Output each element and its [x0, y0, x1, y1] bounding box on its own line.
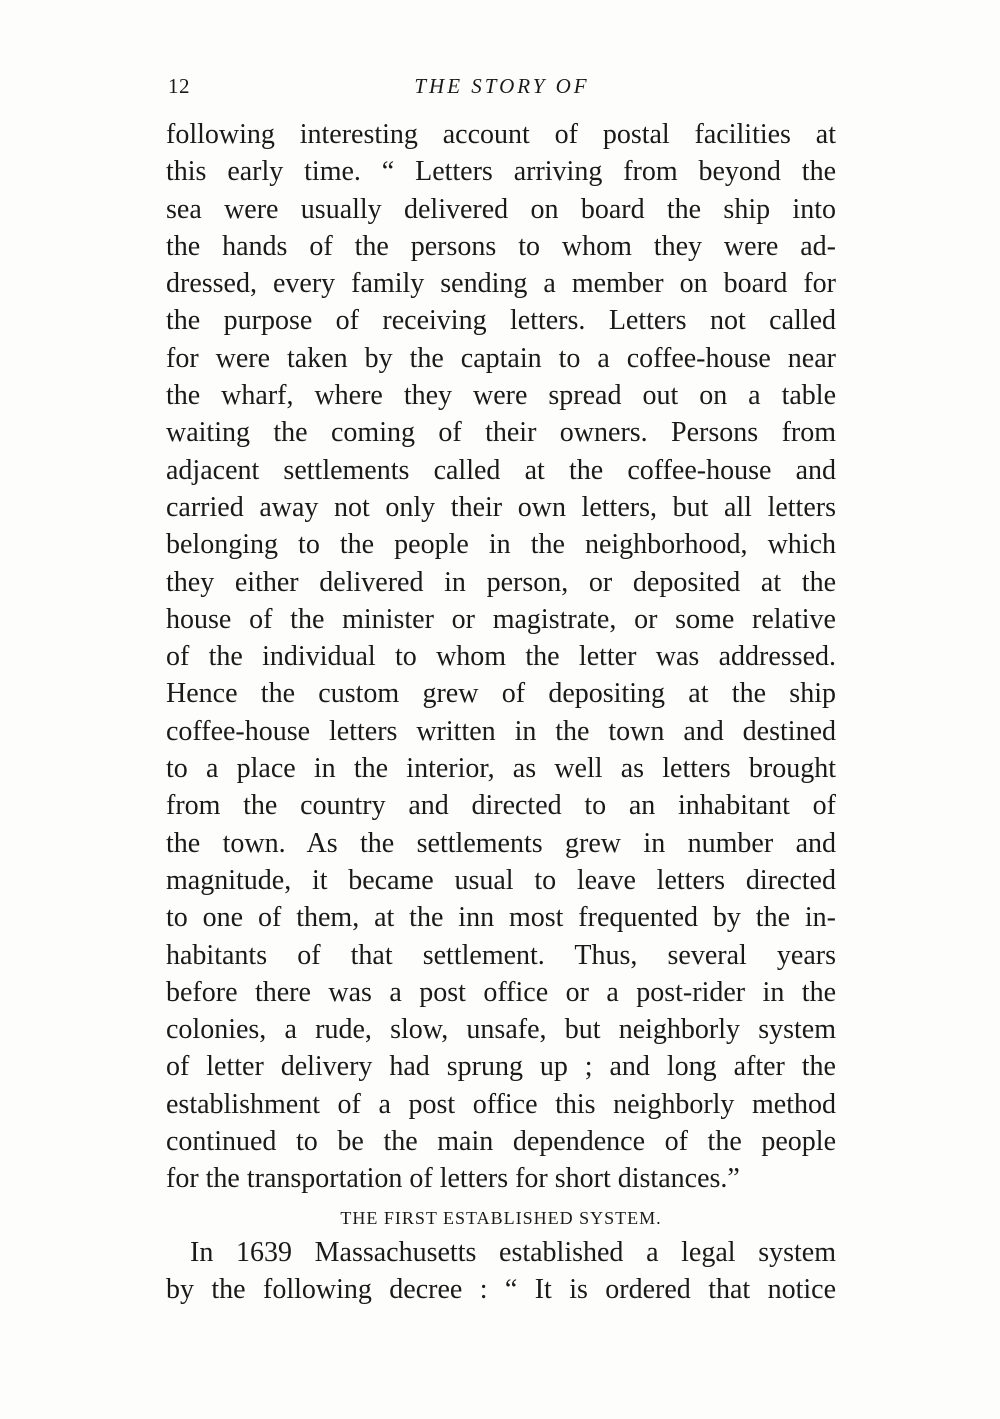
text-line: carried away not only their own letters, but all letters	[166, 491, 836, 523]
text-line: by the following decree : “ It is ordered that notice	[166, 1273, 836, 1305]
text-line: In 1639 Massachusetts established a legal system	[190, 1236, 836, 1268]
text-line: for were taken by the captain to a coffee-house near	[166, 342, 836, 374]
text-line: the purpose of receiving letters. Letters not called	[166, 305, 836, 337]
text-line: belonging to the people in the neighborhood, which	[166, 529, 836, 561]
text-line: of the individual to whom the letter was addressed.	[166, 641, 836, 673]
text-line: to one of them, at the inn most frequented by the in-	[166, 902, 836, 934]
text-line: continued to be the main dependence of the people	[166, 1126, 836, 1158]
body-text	[166, 116, 836, 1308]
text-line: the wharf, where they were spread out on a table	[166, 380, 836, 412]
text-line: coffee-house letters written in the town and destined	[166, 715, 836, 747]
text-line: the town. As the settlements grew in number and	[166, 827, 836, 859]
text-line: from the country and directed to an inhabitant of	[166, 790, 836, 822]
running-head: THE STORY OF	[414, 74, 590, 98]
page-number: 12	[168, 74, 190, 98]
text-line: habitants of that settlement. Thus, several years	[166, 939, 836, 971]
text-line: for the transportation of letters for short distances.”	[166, 1163, 740, 1195]
text-line: adjacent settlements called at the coffee-house and	[166, 454, 836, 486]
text-line: sea were usually delivered on board the ship into	[166, 193, 836, 225]
text-line: house of the minister or magistrate, or some relative	[166, 603, 836, 635]
text-line: this early time. “ Letters arriving from beyond the	[166, 156, 836, 188]
text-line: establishment of a post office this neighborly method	[166, 1088, 836, 1120]
text-line: dressed, every family sending a member on board for	[166, 268, 836, 300]
text-line: magnitude, it became usual to leave letters directed	[166, 864, 836, 896]
text-line: before there was a post office or a post-rider in the	[166, 976, 836, 1008]
text-line: they either delivered in person, or deposited at the	[166, 566, 836, 598]
text-line: Hence the custom grew of depositing at the ship	[166, 678, 836, 710]
text-line: the hands of the persons to whom they were ad-	[166, 230, 836, 262]
text-line: colonies, a rude, slow, unsafe, but neighborly system	[166, 1014, 836, 1046]
text-line: of letter delivery had sprung up ; and long after the	[166, 1051, 836, 1083]
text-line: waiting the coming of their owners. Persons from	[166, 417, 836, 449]
text-line: following interesting account of postal facilities at	[166, 119, 836, 150]
section-heading: THE FIRST ESTABLISHED SYSTEM.	[340, 1207, 662, 1228]
page-header	[168, 74, 836, 104]
text-line: to a place in the interior, as well as letters brought	[166, 753, 836, 785]
